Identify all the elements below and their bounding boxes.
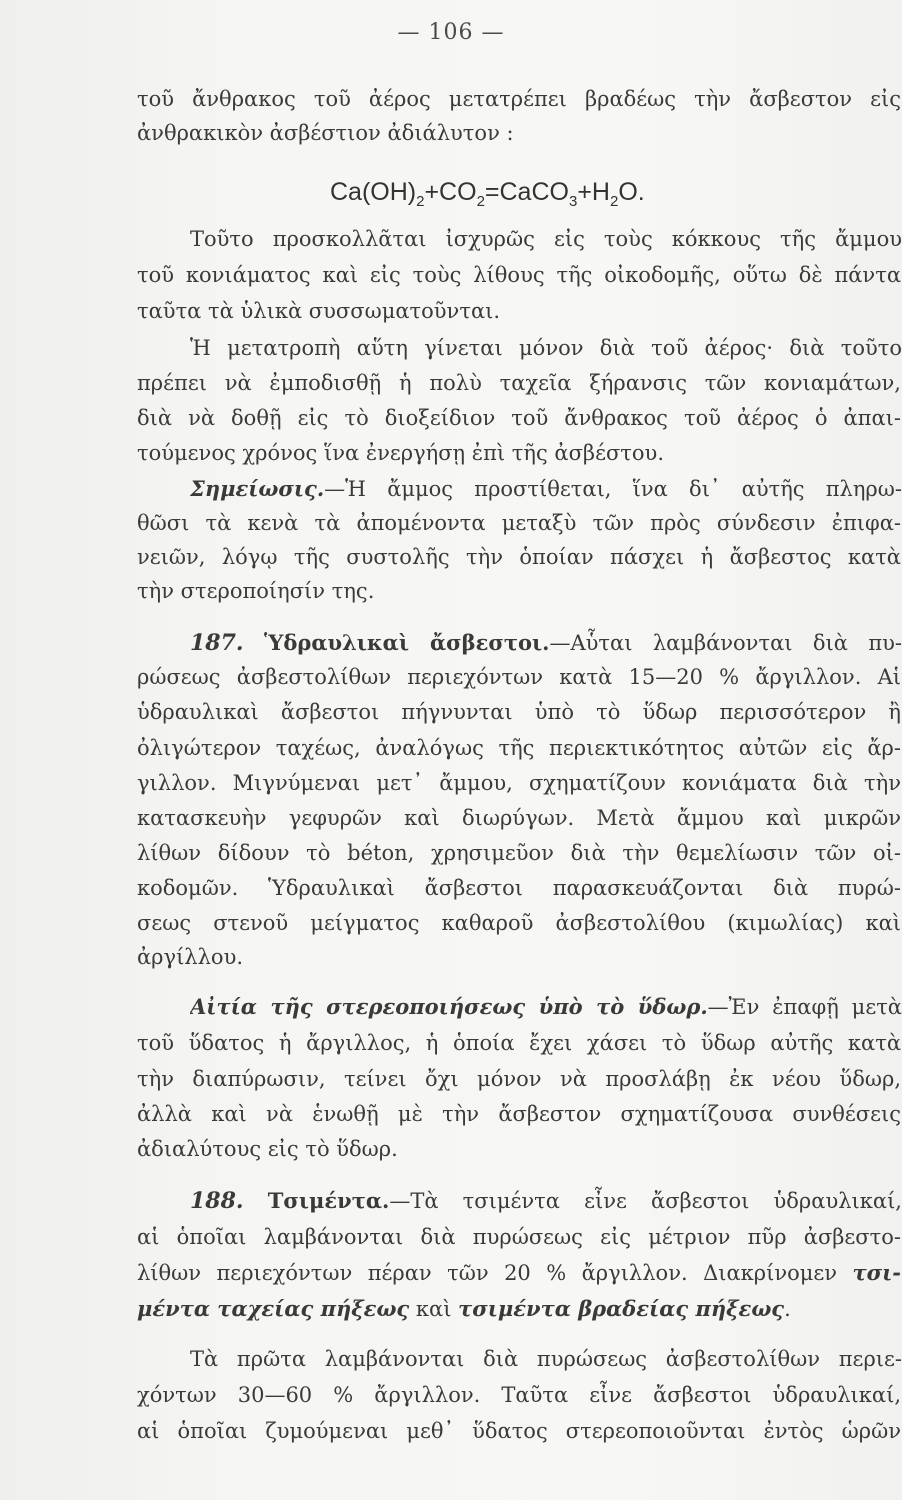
text-line: ἀργίλλου.: [137, 945, 244, 969]
text-line: αἱ ὁποῖαι ζυμούμεναι μεθ᾽ ὕδατος στερεοποιοῦνται ἐντὸς ὡρῶν: [137, 1419, 901, 1443]
chemical-formula: $Ca(OH)_2+CO_2=CaCO_3+H_2O$.: [330, 178, 645, 210]
section-188-heading: 188. Τσιμέντα.—Τὰ τσιμέντα εἶνε ἄσβεστοι ὑδραυλικαί,: [190, 1188, 902, 1214]
text-line: ὑδραυλικαὶ ἄσβεστοι πήγνυνται ὑπὸ τὸ ὕδωρ περισσότερον ἢ: [137, 700, 901, 724]
text-line: Τὰ πρῶτα λαμβάνονται διὰ πυρώσεως ἀσβεστολίθων περιε-: [190, 1347, 902, 1371]
text-line: ὀλιγώτερον ταχέως, ἀναλόγως τῆς περιεκτικότητος αὐτῶν εἰς ἄρ-: [137, 736, 901, 760]
text-line: λίθων δίδουν τὸ béton, χρησιμεῦον διὰ τὴν θεμελίωσιν τῶν οἰ-: [137, 841, 901, 865]
text-line: τὴν στεροποίησίν της.: [137, 579, 375, 603]
text-line: κατασκευὴν γεφυρῶν καὶ διωρύγων. Μετὰ ἄμμου καὶ μικρῶν: [137, 806, 901, 830]
text-line: τοῦ κονιάματος καὶ εἰς τοὺς λίθους τῆς οἰκοδομῆς, οὕτω δὲ πάντα: [137, 263, 901, 287]
text-line: πρέπει νὰ ἐμποδισθῇ ἡ πολὺ ταχεῖα ξήρανσις τῶν κονιαμάτων,: [137, 371, 901, 395]
section-number: 187.: [190, 630, 244, 656]
text-line: ταῦτα τὰ ὑλικὰ συσσωματοῦνται.: [137, 299, 501, 323]
section-title: Ὑδραυλικαὶ ἄσβεστοι.: [263, 630, 550, 655]
text-line: αἱ ὁποῖαι λαμβάνονται διὰ πυρώσεως εἰς μέτριον πῦρ ἀσβεστο-: [137, 1225, 901, 1249]
text-line: τοῦ ἄνθρακος τοῦ ἀέρος μετατρέπει βραδέως τὴν ἄσβεστον εἰς: [137, 87, 901, 111]
section-title: Τσιμέντα.: [267, 1188, 390, 1213]
cause-heading-line: Αἰτία τῆς στερεοποιήσεως ὑπὸ τὸ ὕδωρ.—Ἐν ἐπαφῇ μετὰ: [190, 994, 902, 1019]
page-number: — 106 —: [397, 20, 505, 45]
term-fast-cont: μέντα ταχείας πήξεως: [137, 1296, 410, 1321]
text-line: σεως στενοῦ μείγματος καθαροῦ ἀσβεστολίθου (κιμωλίας) καὶ: [137, 911, 901, 935]
text-line-terms: μέντα ταχείας πήξεως καὶ τσιμέντα βραδείας πήξεως.: [137, 1296, 791, 1321]
text-line: κοδομῶν. Ὑδραυλικαὶ ἄσβεστοι παρασκευάζονται διὰ πυρώ-: [137, 876, 901, 900]
note-line: Σημείωσις.—Ἡ ἄμμος προστίθεται, ἵνα δι᾽ αὐτῆς πληρω-: [190, 476, 902, 501]
text-line: χόντων 30—60 % ἄργιλλον. Ταῦτα εἶνε ἄσβεστοι ὑδραυλικαί,: [137, 1383, 901, 1407]
text-line: Τοῦτο προσκολλᾶται ἰσχυρῶς εἰς τοὺς κόκκους τῆς ἄμμου: [190, 227, 902, 251]
section-number: 188.: [190, 1188, 244, 1214]
text-line: γιλλον. Μιγνύμεναι μετ᾽ ἄμμου, σχηματίζουν κονιάματα διὰ τὴν: [137, 771, 901, 795]
text-line: ρώσεως ἀσβεστολίθων περιεχόντων κατὰ 15—20 % ἄργιλλον. Αἱ: [137, 665, 901, 689]
text-line: ἀνθρακικὸν ἀσβέστιον ἀδιάλυτον :: [137, 121, 514, 145]
text-line: διὰ νὰ δοθῇ εἰς τὸ διοξείδιον τοῦ ἄνθρακος τοῦ ἀέρος ὁ ἀπαι-: [137, 406, 901, 430]
term-slow: τσιμέντα βραδείας πήξεως: [458, 1296, 785, 1321]
text-line-with-term: λίθων περιεχόντων πέραν τῶν 20 % ἄργιλλον. Διακρίνομεν τσι-: [137, 1260, 901, 1285]
note-heading: Σημείωσις.: [190, 476, 325, 501]
cause-heading: Αἰτία τῆς στερεοποιήσεως ὑπὸ τὸ ὕδωρ.: [190, 994, 708, 1019]
text-line: νειῶν, λόγῳ τῆς συστολῆς τὴν ὁποίαν πάσχει ἡ ἄσβεστος κατὰ: [137, 545, 901, 569]
text-line: τούμενος χρόνος ἵνα ἐνεργήσῃ ἐπὶ τῆς ἀσβέστου.: [137, 441, 664, 465]
term-fast: τσι-: [852, 1260, 901, 1285]
text-line: ἀλλὰ καὶ νὰ ἑνωθῇ μὲ τὴν ἄσβεστον σχηματίζουσα συνθέσεις: [137, 1102, 901, 1126]
section-187-heading: 187. Ὑδραυλικαὶ ἄσβεστοι.—Αὗται λαμβάνονται διὰ πυ-: [190, 630, 902, 656]
text-line: Ἡ μετατροπὴ αὕτη γίνεται μόνον διὰ τοῦ ἀέρος· διὰ τοῦτο: [190, 336, 902, 360]
text-line: τοῦ ὕδατος ἡ ἄργιλλος, ἡ ὁποία ἔχει χάσει τὸ ὕδωρ αὐτῆς κατὰ: [137, 1031, 901, 1055]
text-line: θῶσι τὰ κενὰ τὰ ἀπομένοντα μεταξὺ τῶν πρὸς σύνδεσιν ἐπιφα-: [137, 511, 901, 535]
text-line: ἀδιαλύτους εἰς τὸ ὕδωρ.: [137, 1137, 398, 1161]
text-line: τὴν διαπύρωσιν, τείνει ὄχι μόνον νὰ προσλάβῃ ἐκ νέου ὕδωρ,: [137, 1067, 901, 1091]
